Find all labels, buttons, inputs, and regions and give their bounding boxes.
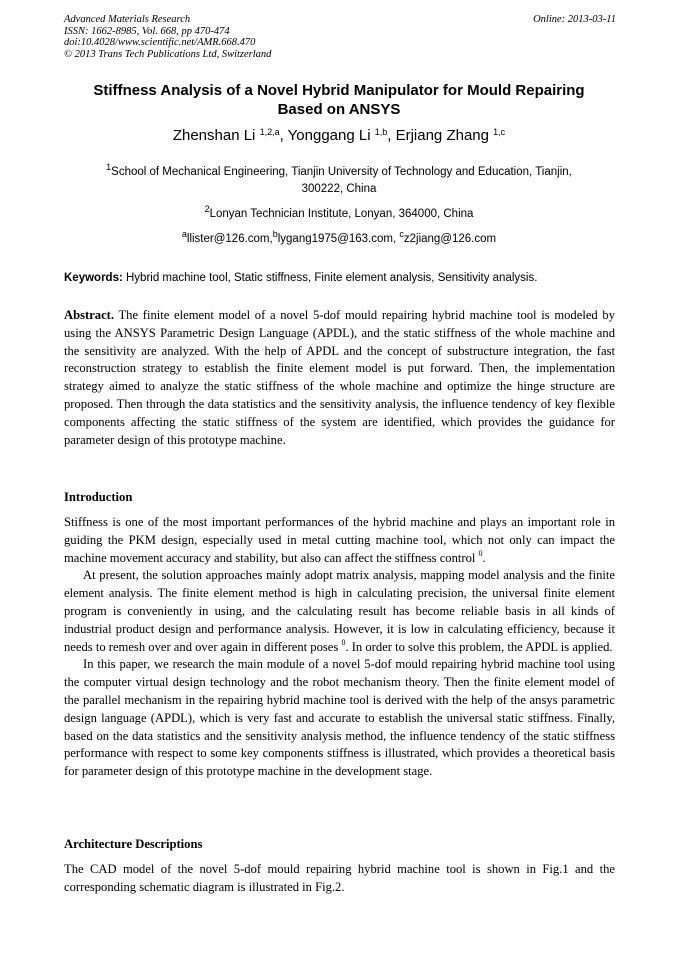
author-affiliation-mark: 1,b bbox=[374, 127, 388, 137]
journal-header bbox=[64, 14, 616, 60]
author-affiliation-mark: 1,c bbox=[493, 127, 506, 137]
author-name: Zhenshan Li bbox=[172, 127, 256, 144]
citation-ref[interactable]: 0 bbox=[341, 637, 346, 647]
intro-paragraph-2 bbox=[64, 567, 615, 656]
title-line-2: Based on ANSYS bbox=[277, 101, 401, 118]
keywords-text: Hybrid machine tool, Static stiffness, Finite element analysis, Sensitivity analysis. bbox=[122, 272, 538, 284]
author-separator: , bbox=[387, 127, 396, 144]
affiliation-1-line-1: School of Mechanical Engineering, Tianjin University of Technology and Education, Tianjin, bbox=[111, 166, 572, 178]
affiliation-1-line-2: 300222, China bbox=[301, 183, 377, 195]
abstract-label: Abstract. bbox=[64, 308, 115, 322]
author-name: Yonggang Li bbox=[287, 127, 371, 144]
intro-paragraph-1 bbox=[64, 514, 615, 567]
abstract-text: The finite element model of a novel 5-dof mould repairing hybrid machine tool is modeled by using the ANSYS Parametric Design Language (APDL), and the static stiffness of the whole machine and the sensitivity are analyzed. With the help of APDL and the concept of substructure integration, the fast reconstruction strategy to establish the finite element model is put forward. Then, the implementation strategy aimed to analyze the static stiffness of the whole machine and optimize the hinge structure are proposed. Then through the data statistics and the sensitivity analysis, the influence tendency of key flexible components affecting the static stiffness of the system are identified, which provides the guidance for parameter design of this prototype machine. bbox=[64, 308, 615, 447]
author-name: Erjiang Zhang bbox=[395, 127, 489, 144]
email-c-mark: c bbox=[399, 229, 404, 239]
intro-p1-end: . bbox=[482, 550, 486, 565]
email-a[interactable]: llister@126.com, bbox=[186, 233, 273, 245]
email-c[interactable]: z2jiang@126.com bbox=[403, 233, 497, 245]
intro-p1-text: Stiffness is one of the most important performances of the hybrid machine and plays an important role in guiding the PKM design, especially used in metal cutting machine tool, which not only can impact the machine movement accuracy and stability, but also can affect the stiffness control bbox=[64, 515, 615, 565]
email-b[interactable]: lygang1975@163.com, bbox=[277, 233, 400, 245]
intro-paragraph-3: In this paper, we research the main module of a novel 5-dof mould repairing hybrid machine tool using the computer virtual design technology and the robot mechanism theory. Then the finite element model of the parallel mechanism in the repairing hybrid machine tool is derived with the help of the ansys parametric design language (APDL), which is very fast and accurate to establish the universal static stiffness. Finally, based on the data statistics and the sensitivity analysis method, the influence tendency of the static stiffness performance with respect to some key components stiffness is illustrated, which provides a theoretical basis for parameter design of this prototype machine in the development stage. bbox=[64, 657, 615, 779]
intro-p2-text: At present, the solution approaches mainly adopt matrix analysis, mapping model analysis and the finite element analysis. The finite element method is high in calculating precision, the universal finite element program is conveniently in using, and the calculating result has become reliable basis in all kinds of industrial product design and performance analysis. However, it is low in calculating efficiency, because it needs to remesh over and over again in different poses bbox=[64, 568, 615, 654]
affiliation-2 bbox=[70, 206, 608, 223]
introduction-body bbox=[64, 514, 615, 781]
keywords bbox=[64, 271, 616, 286]
introduction-heading: Introduction bbox=[64, 490, 133, 504]
keywords-label: Keywords: bbox=[64, 272, 123, 284]
affiliation-1-mark: 1 bbox=[106, 162, 112, 172]
affiliation-2-text: Lonyan Technician Institute, Lonyan, 364000, China bbox=[209, 208, 474, 220]
abstract bbox=[64, 307, 615, 449]
author-affiliation-mark: 1,2,a bbox=[259, 127, 280, 137]
author-separator: , bbox=[279, 127, 288, 144]
author-emails bbox=[70, 231, 608, 248]
journal-issn: ISSN: 1662-8985, Vol. 668, pp 470-474 bbox=[64, 25, 230, 37]
journal-doi[interactable]: doi:10.4028/www.scientific.net/AMR.668.470 bbox=[64, 37, 256, 48]
affiliation-2-mark: 2 bbox=[204, 204, 210, 214]
intro-p2-end: . In order to solve this problem, the APDL is applied. bbox=[345, 639, 613, 654]
citation-ref[interactable]: 0 bbox=[478, 548, 483, 558]
title-line-1: Stiffness Analysis of a Novel Hybrid Manipulator for Mould Repairing bbox=[93, 82, 585, 99]
author-list bbox=[64, 126, 614, 146]
architecture-heading: Architecture Descriptions bbox=[64, 837, 203, 851]
online-date: Online: 2013-03-11 bbox=[533, 14, 616, 25]
email-a-mark: a bbox=[181, 229, 187, 239]
journal-copyright: © 2013 Trans Tech Publications Ltd, Switzerland bbox=[64, 48, 272, 60]
architecture-paragraph-1: The CAD model of the novel 5-dof mould repairing hybrid machine tool is shown in Fig.1 and the corresponding schematic diagram is illustrated in Fig.2. bbox=[64, 862, 615, 894]
architecture-body bbox=[64, 861, 615, 897]
affiliation-1 bbox=[70, 164, 608, 198]
email-b-mark: b bbox=[272, 229, 278, 239]
paper-title bbox=[64, 81, 614, 119]
journal-name: Advanced Materials Research bbox=[64, 14, 191, 25]
